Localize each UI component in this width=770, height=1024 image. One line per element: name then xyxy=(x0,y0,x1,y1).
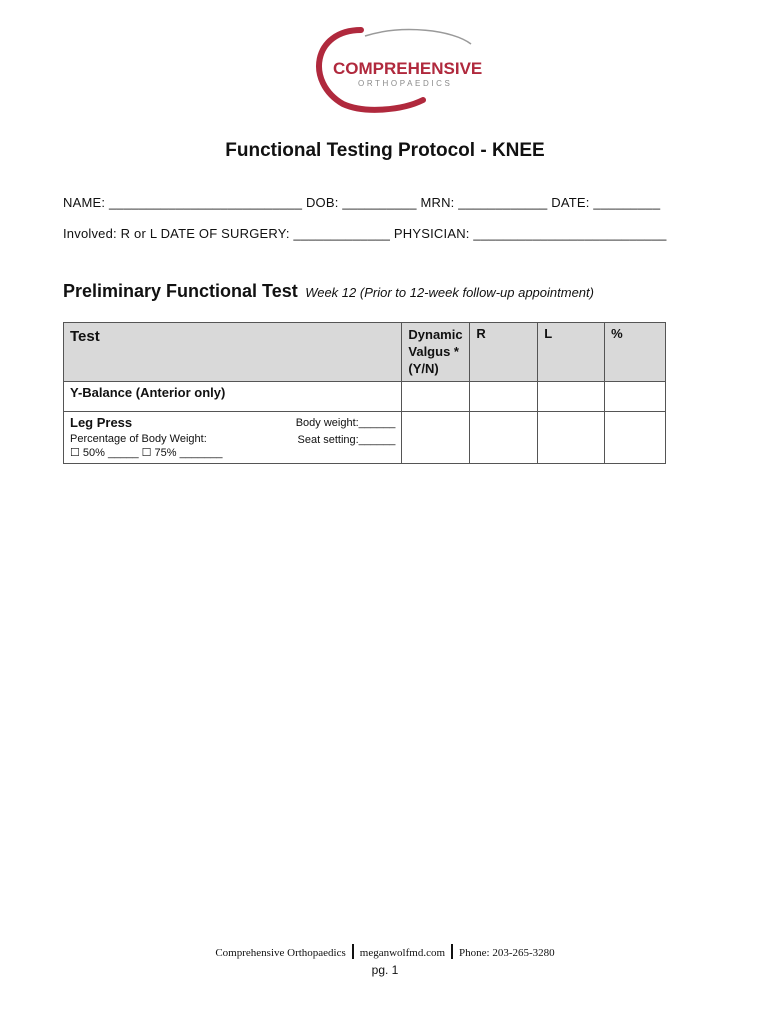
leg-press-cell xyxy=(64,412,402,464)
header-dynamic-valgus: Dynamic Valgus * (Y/N) xyxy=(402,323,470,382)
header-test: Test xyxy=(64,323,402,382)
body-weight-field[interactable]: Body weight:______ xyxy=(295,417,396,429)
functional-test-table xyxy=(63,322,666,464)
table-header-row xyxy=(64,323,666,382)
header-percent: % xyxy=(605,323,666,382)
footer-separator xyxy=(451,944,453,959)
y-balance-r-cell[interactable] xyxy=(470,382,538,412)
header-r: R xyxy=(470,323,538,382)
percentage-body-weight-label: Percentage of Body Weight: xyxy=(70,433,207,445)
table-row xyxy=(64,412,666,464)
footer-separator xyxy=(352,944,354,959)
section-heading xyxy=(63,281,594,302)
footer-phone: Phone: 203-265-3280 xyxy=(459,947,555,959)
leg-press-percent-cell[interactable] xyxy=(605,412,666,464)
footer xyxy=(0,944,770,959)
page-title: Functional Testing Protocol - KNEE xyxy=(225,140,545,161)
header-l: L xyxy=(538,323,605,382)
table-row xyxy=(64,382,666,412)
section-subtitle: Week 12 (Prior to 12-week follow-up appointment) xyxy=(305,285,594,300)
logo-line1: COMPREHENSIVE xyxy=(333,59,483,78)
percentage-options[interactable]: ☐ 50% _____ ☐ 75% _______ xyxy=(70,447,223,459)
y-balance-label: Y-Balance (Anterior only) xyxy=(64,382,402,412)
logo-line2: ORTHOPAEDICS xyxy=(358,79,453,88)
footer-org: Comprehensive Orthopaedics xyxy=(215,947,346,959)
y-balance-percent-cell[interactable] xyxy=(605,382,666,412)
leg-press-valgus-cell[interactable] xyxy=(402,412,470,464)
section-title: Preliminary Functional Test xyxy=(63,281,298,301)
leg-press-r-cell[interactable] xyxy=(470,412,538,464)
leg-press-l-cell[interactable] xyxy=(538,412,605,464)
y-balance-valgus-cell[interactable] xyxy=(402,382,470,412)
comprehensive-orthopaedics-logo xyxy=(303,22,485,114)
seat-setting-field[interactable]: Seat setting:______ xyxy=(297,434,396,446)
footer-site[interactable]: meganwolfmd.com xyxy=(359,947,446,959)
surgery-info-line: Involved: R or L DATE OF SURGERY: _____________ PHYSICIAN: __________________________ xyxy=(63,226,667,241)
leg-press-label: Leg Press xyxy=(70,415,133,430)
y-balance-l-cell[interactable] xyxy=(538,382,605,412)
page-number: pg. 1 xyxy=(371,963,399,977)
patient-info-line: NAME: __________________________ DOB: __________ MRN: ____________ DATE: _________ xyxy=(63,195,661,210)
